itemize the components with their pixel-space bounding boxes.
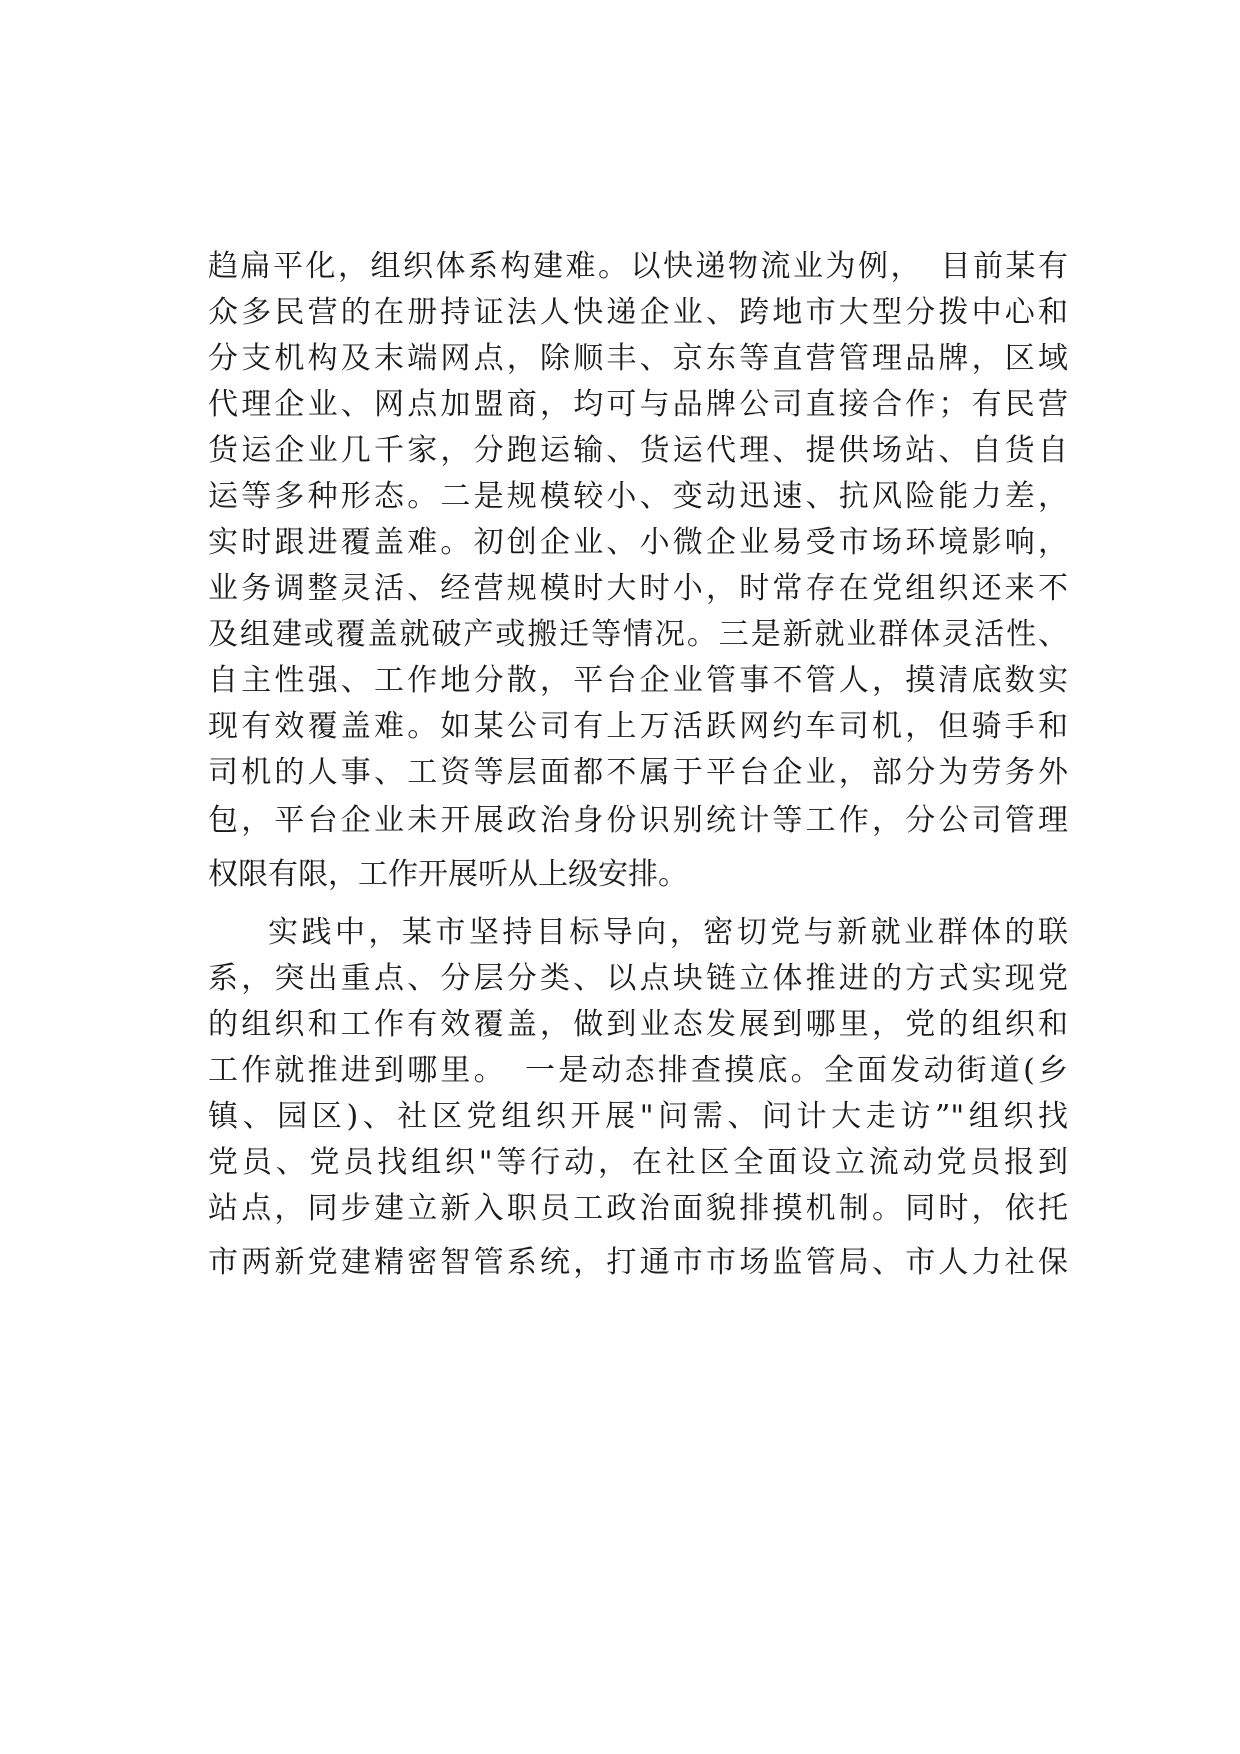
text-line: 系，突出重点、分层分类、以点块链立体推进的方式实现党 [208,961,1068,996]
text-line: 代理企业、网点加盟商，均可与品牌公司直接合作；有民营 [208,387,1068,422]
text-line: 市两新党建精密智管系统，打通市市场监管局、市人力社保 [208,1245,1068,1280]
text-line: 众多民营的在册持证法人快递企业、跨地市大型分拨中心和 [208,295,1068,330]
text-line: 趋扁平化，组织体系构建难。以快递物流业为例， 目前某有 [208,249,1068,284]
text-line: 及组建或覆盖就破产或搬迁等情况。三是新就业群体灵活性、 [208,617,1068,652]
text-line: 镇、园区)、社区党组织开展"问需、问计大走访”"组织找 [208,1099,1068,1134]
text-line: 实时跟进覆盖难。初创企业、小微企业易受市场环境影响， [208,525,1068,560]
text-line: 党员、党员找组织"等行动，在社区全面设立流动党员报到 [208,1145,1068,1180]
text-line: 运等多种形态。二是规模较小、变动迅速、抗风险能力差， [208,479,1068,514]
text-line: 自主性强、工作地分散，平台企业管事不管人，摸清底数实 [208,663,1068,698]
text-line: 权限有限，工作开展听从上级安排。 [208,857,688,892]
text-line: 现有效覆盖难。如某公司有上万活跃网约车司机，但骑手和 [208,709,1068,744]
text-line: 包，平台企业未开展政治身份识别统计等工作，分公司管理 [208,803,1068,838]
text-line: 分支机构及末端网点，除顺丰、京东等直营管理品牌，区域 [208,341,1068,376]
paragraph-first-line: 实践中，某市坚持目标导向，密切党与新就业群体的联 [268,915,1068,950]
text-line: 业务调整灵活、经营规模时大时小，时常存在党组织还来不 [208,571,1068,606]
text-line: 站点，同步建立新入职员工政治面貌排摸机制。同时，依托 [208,1191,1068,1226]
text-line: 货运企业几千家，分跑运输、货运代理、提供场站、自货自 [208,433,1068,468]
text-line: 的组织和工作有效覆盖，做到业态发展到哪里，党的组织和 [208,1007,1068,1042]
text-line: 司机的人事、工资等层面都不属于平台企业，部分为劳务外 [208,755,1068,790]
text-line: 工作就推进到哪里。 一是动态排查摸底。全面发动街道(乡 [208,1053,1068,1088]
